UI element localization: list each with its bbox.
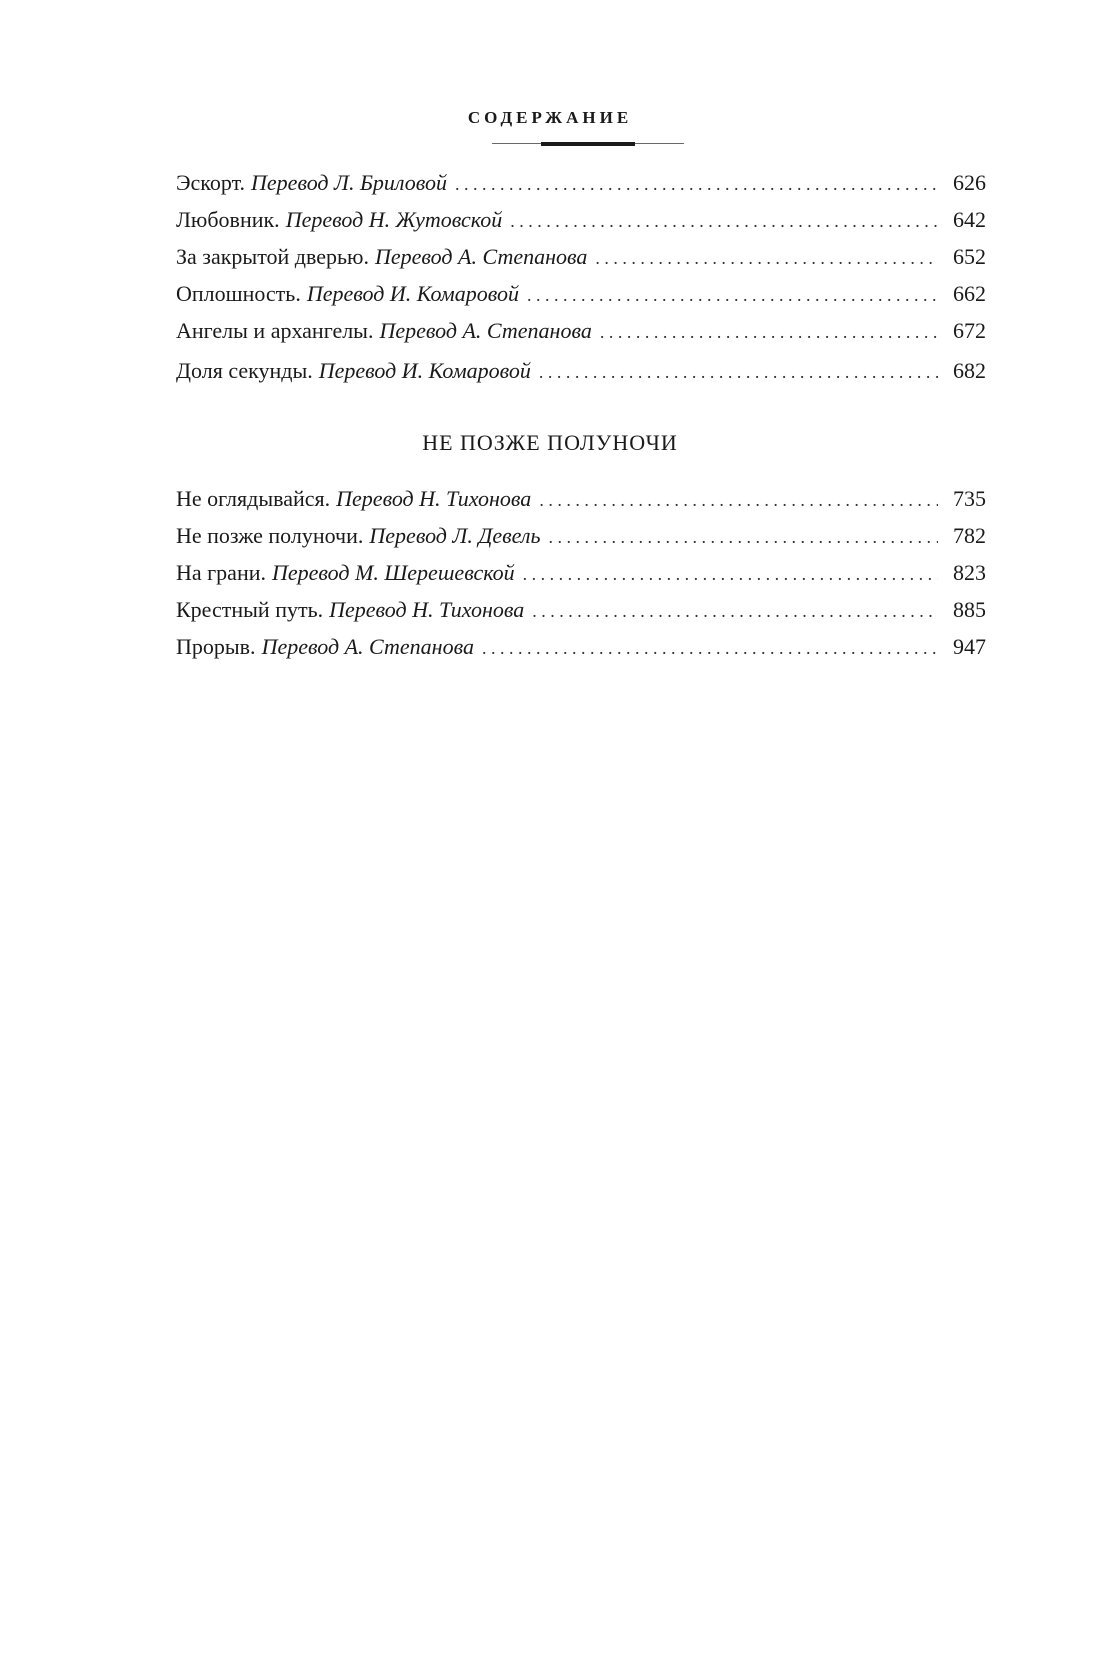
dot-leader — [482, 638, 938, 659]
toc-entry — [176, 486, 986, 523]
toc-list-part-2 — [176, 486, 986, 671]
toc-entry — [176, 597, 986, 634]
toc-entry-translator: Перевод Л. Бриловой — [251, 170, 448, 195]
toc-entry-translator: Перевод А. Степанова — [379, 318, 592, 343]
toc-entry-page: 782 — [953, 523, 986, 548]
dot-leader — [539, 490, 938, 511]
dot-leader — [548, 527, 938, 548]
toc-entry-translator: Перевод Н. Жутовской — [285, 207, 503, 232]
toc-entry-translator: Перевод М. Шерешевской — [272, 560, 515, 585]
toc-list-part-1 — [176, 170, 986, 395]
toc-entry-translator: Перевод Н. Тихонова — [329, 597, 525, 622]
toc-entry-translator: Перевод Н. Тихонова — [336, 486, 532, 511]
toc-entry-page: 885 — [953, 597, 986, 622]
toc-entry — [176, 523, 986, 560]
toc-entry-page: 652 — [953, 244, 986, 269]
toc-entry-page: 662 — [953, 281, 986, 306]
dot-leader — [595, 248, 938, 269]
toc-entry-title: Прорыв. — [176, 634, 256, 659]
toc-entry — [176, 244, 986, 281]
dot-leader — [600, 322, 938, 343]
section-heading: НЕ ПОЗЖЕ ПОЛУНОЧИ — [422, 430, 678, 455]
toc-entry-page: 947 — [953, 634, 986, 659]
toc-entry-translator: Перевод И. Комаровой — [306, 281, 519, 306]
running-head-rule-accent — [541, 142, 635, 146]
toc-entry-page: 642 — [953, 207, 986, 232]
toc-entry-title: Не оглядывайся. — [176, 486, 331, 511]
running-head: СОДЕРЖАНИЕ — [467, 108, 633, 127]
toc-entry-title: Эскорт. — [176, 170, 246, 195]
dot-leader — [532, 601, 938, 622]
dot-leader — [455, 174, 938, 195]
toc-entry — [176, 634, 986, 671]
toc-entry-title: За закрытой дверью. — [176, 244, 369, 269]
dot-leader — [523, 564, 938, 585]
toc-entry-title: Не позже полуночи. — [176, 523, 364, 548]
toc-entry-page: 735 — [953, 486, 986, 511]
toc-entry-translator: Перевод Л. Девель — [369, 523, 541, 548]
toc-entry-page: 626 — [953, 170, 986, 195]
toc-entry — [176, 318, 986, 358]
toc-entry-title: На грани. — [176, 560, 266, 585]
toc-entry — [176, 281, 986, 318]
dot-leader — [510, 211, 938, 232]
toc-entry-translator: Перевод А. Степанова — [375, 244, 588, 269]
toc-entry — [176, 560, 986, 597]
toc-entry-title: Крестный путь. — [176, 597, 324, 622]
dot-leader — [527, 285, 938, 306]
toc-entry-translator: Перевод И. Комаровой — [318, 358, 531, 383]
toc-entry — [176, 170, 986, 207]
toc-entry-title: Ангелы и архангелы. — [176, 318, 374, 343]
toc-entry — [176, 358, 986, 395]
toc-entry-translator: Перевод А. Степанова — [261, 634, 474, 659]
toc-entry-title: Любовник. — [176, 207, 280, 232]
toc-entry-page: 682 — [953, 358, 986, 383]
toc-entry-page: 672 — [953, 318, 986, 343]
toc-entry-title: Доля секунды. — [176, 358, 313, 383]
dot-leader — [539, 362, 938, 383]
toc-entry-page: 823 — [953, 560, 986, 585]
toc-entry — [176, 207, 986, 244]
toc-entry-title: Оплошность. — [176, 281, 301, 306]
